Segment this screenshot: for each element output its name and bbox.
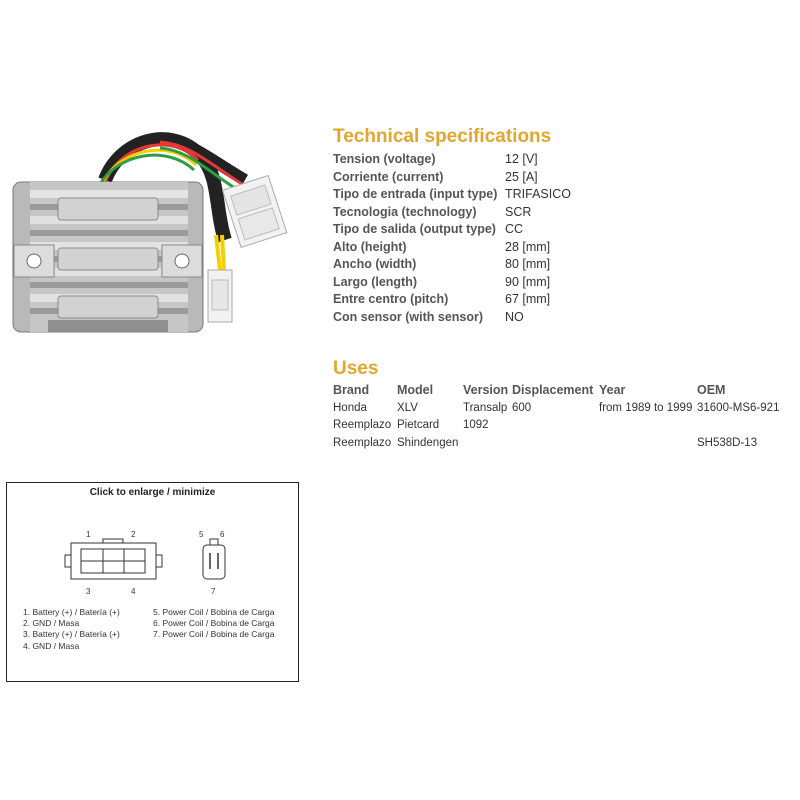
spec-value: 28 [mm] [505,240,551,254]
uses-cell-model: XLV [397,402,418,414]
enlarge-toggle-caption[interactable]: Click to enlarge / minimize [89,487,216,498]
spec-label: Tecnologia (technology) [333,205,477,219]
uses-header-version: Version [463,383,509,397]
uses-header-displacement: Displacement [512,383,594,397]
spec-label: Tipo de entrada (input type) [333,187,498,201]
pin-label-3: 3 [86,587,91,596]
regulator-product-image [10,120,310,360]
spec-value: 12 [V] [505,152,538,166]
pin-label-1: 1 [86,530,91,539]
spec-value: CC [505,222,524,236]
spec-value: 80 [mm] [505,257,551,271]
uses-cell-version: 1092 [463,419,489,431]
spec-label: Largo (length) [333,275,418,289]
legend-item: 5. Power Coil / Bobina de Carga [153,607,275,617]
uses-cell-brand: Honda [333,402,367,414]
spec-label: Con sensor (with sensor) [333,310,484,324]
legend-item: 1. Battery (+) / Batería (+) [23,607,120,617]
spec-value: 67 [mm] [505,292,551,306]
uses-cell-model: Pietcard [397,419,440,431]
connector-diagram [7,483,298,681]
legend-item: 7. Power Coil / Bobina de Carga [153,629,275,639]
spec-value: 90 [mm] [505,275,551,289]
technical-specifications-title: Technical specifications [333,126,552,147]
legend-item: 6. Power Coil / Bobina de Carga [153,618,275,628]
uses-cell-oem: 31600-MS6-921 [697,402,780,414]
pin-label-6: 6 [220,530,225,539]
uses-cell-model: Shindengen [397,437,459,449]
single-pin-connector [203,539,225,579]
spec-label: Tension (voltage) [333,152,436,166]
spec-label: Entre centro (pitch) [333,292,449,306]
uses-title: Uses [333,358,379,379]
spec-value: SCR [505,205,532,219]
wiring-diagram-panel[interactable] [6,482,299,682]
spec-label: Tipo de salida (output type) [333,222,496,236]
pin-label-5: 5 [199,530,204,539]
uses-cell-version: Transalp [463,402,508,414]
legend-item: 3. Battery (+) / Batería (+) [23,629,120,639]
spec-label: Alto (height) [333,240,407,254]
uses-header-oem: OEM [697,383,726,397]
uses-cell-brand: Reemplazo [333,419,392,431]
uses-header-year: Year [599,383,626,397]
four-pin-connector [65,539,162,579]
uses-cell-year: from 1989 to 1999 [599,402,693,414]
legend-item: 2. GND / Masa [23,618,80,628]
spec-label: Ancho (width) [333,257,417,271]
spec-label: Corriente (current) [333,170,444,184]
pin-label-4: 4 [131,587,136,596]
legend-item: 4. GND / Masa [23,641,80,651]
uses-header-model: Model [397,383,434,397]
uses-cell-oem: SH538D-13 [697,437,758,449]
uses-cell-brand: Reemplazo [333,437,392,449]
spec-value: NO [505,310,524,324]
pin-label-7: 7 [211,587,216,596]
uses-cell-displacement: 600 [512,402,532,414]
spec-value: TRIFASICO [505,187,571,201]
pin-label-2: 2 [131,530,136,539]
uses-header-brand: Brand [333,383,370,397]
spec-value: 25 [A] [505,170,538,184]
